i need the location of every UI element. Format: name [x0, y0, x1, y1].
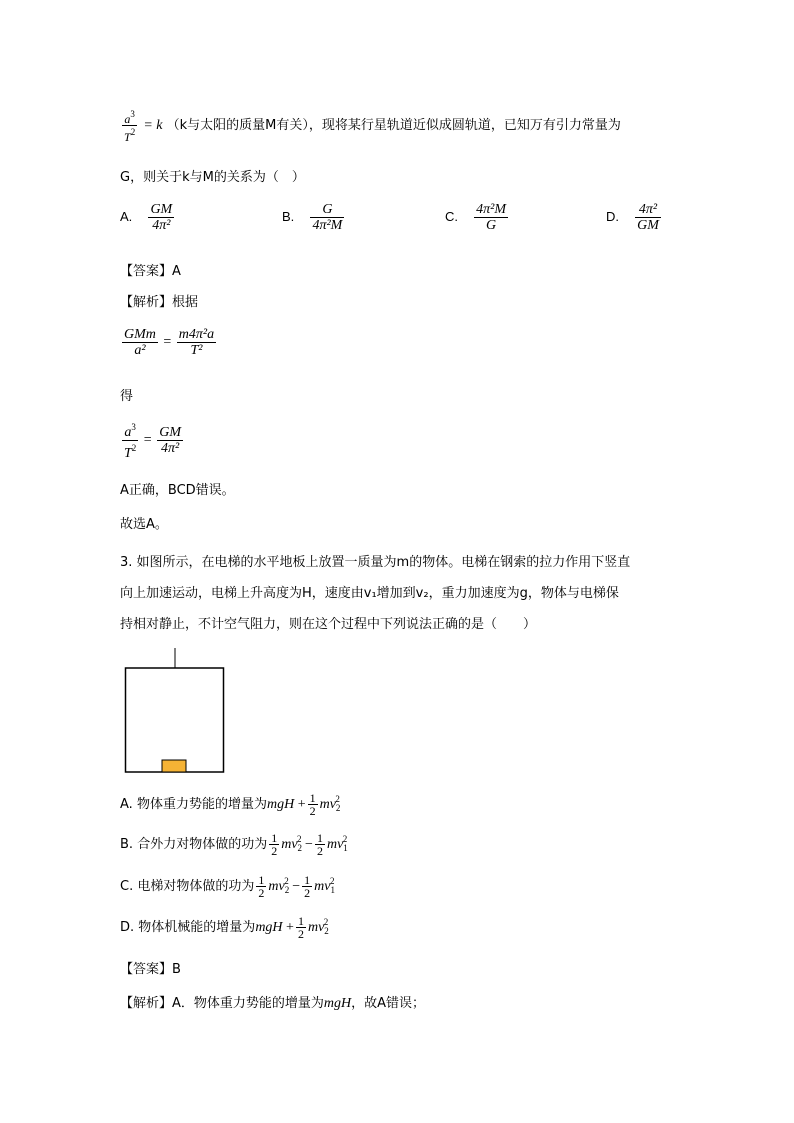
- object-box: [162, 760, 186, 772]
- kepler-fraction: $\frac{a^3}{T^2}$: [124, 109, 136, 144]
- q2-option-b: B. $\frac{G}{\text{4π²M}}$: [282, 202, 343, 233]
- q2-de: 得: [120, 389, 134, 404]
- q2-choose: 故选A。: [120, 517, 168, 532]
- q2-analysis-lead: 【解析】根据: [120, 295, 199, 310]
- q2-option-c: C. $\frac{\text{4π²M}}{G}$: [445, 202, 507, 233]
- q2-option-d: D. $\frac{\text{4π²}}{GM}$: [606, 202, 659, 233]
- q2-equation-2: $\frac{a^3}{T^2}$ = $\frac{GM}{\text{4π²}}$: [124, 422, 181, 461]
- q2-option-a: A. $\frac{GM}{\text{4π²}}$: [120, 202, 173, 233]
- elevator-car: [126, 668, 224, 772]
- q3-line-3: 持相对静止，不计空气阻力，则在这个过程中下列说法正确的是（ ）: [120, 617, 537, 632]
- q2-conclusion: A正确，BCD错误。: [120, 483, 235, 498]
- q3-answer: 【答案】B: [120, 962, 181, 977]
- q2-equation-1: $\frac{\text{GMm}}{\text{a²}}$ = $\frac{\text{m4π²a}}{\text{T²}}$: [124, 327, 215, 358]
- q3-line-2: 向上加速运动，电梯上升高度为H，速度由v₁增加到v₂，重力加速度为g，物体与电梯保: [120, 586, 619, 601]
- q3-option-b: B. 合外力对物体做的功为 $\frac{1}{2}$ $mv_2^2$ − $\frac{1}{2}$ $mv_1^2$: [120, 831, 348, 858]
- q3-analysis: 【解析】A．物体重力势能的增量为mgH，故A错误；: [120, 996, 426, 1011]
- q3-option-a: A. 物体重力势能的增量为mgH + $\frac{1}{2}$ $mv_2^2$: [120, 791, 341, 818]
- q3-line-1: 3. 如图所示，在电梯的水平地板上放置一质量为m的物体。电梯在钢索的拉力作用下竖直: [120, 555, 631, 570]
- q3-option-d: D. 物体机械能的增量为mgH + $\frac{1}{2}$ $mv_2^2$: [120, 914, 329, 941]
- q3-option-c: C. 电梯对物体做的功为 $\frac{1}{2}$ $mv_2^2$ − $\frac{1}{2}$ $mv_1^2$: [120, 873, 335, 900]
- q2-intro-line-1: [120, 108, 621, 143]
- q2-answer: 【答案】A: [120, 264, 181, 279]
- elevator-diagram: [124, 648, 226, 776]
- q2-intro-text-1: （k与太阳的质量M有关），现将某行星轨道近似成圆轨道，已知万有引力常量为: [166, 118, 621, 133]
- k-equals: = k: [143, 118, 163, 133]
- q2-intro-line-2: G，则关于k与M的关系为（ ）: [120, 170, 305, 185]
